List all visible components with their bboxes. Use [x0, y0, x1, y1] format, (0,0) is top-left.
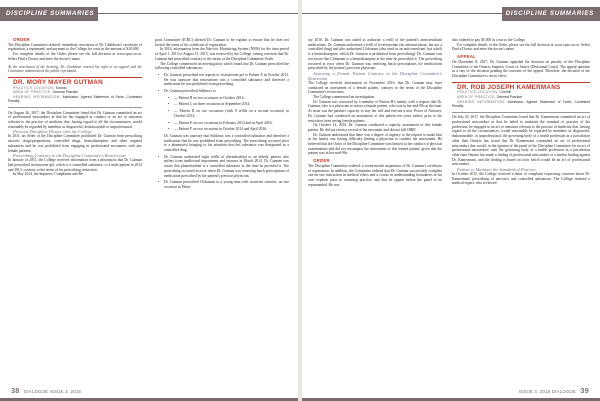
column-paragraph: Dr. Gutman understood that there was a degree of urgency to the request to make him as the family was having difficulty finding a physician to conduct the assessment. He believed that the Order of the Discipline Committee was limited to the conduct of physical examinations and did not encompass the assessment of this female patient, given that the patient was in her mid-90s. [308, 132, 442, 156]
order-paragraph: The Discipline Committee ordered: immediate revocation of Dr. Ghabbour's certificate of registration, a reprimand; and payment to the College for costs in the amount of $10,000. [8, 42, 142, 52]
order-details-paragraph: For complete details of the Order, please see the full decision at www.cpso.on.ca. Select Find a Doctor and enter the doctor's name. [8, 52, 142, 61]
subheading-standard-of-practice: Failure to Maintain the Standard of Practice [457, 167, 536, 173]
meta-divider [452, 112, 590, 113]
order-heading: ORDER [313, 158, 330, 164]
conclusion-note: At the conclusion of the hearing, Dr. Ghabbour waived his right to an appeal and the Committee administered the public reprimand. [8, 64, 142, 74]
list-item: • Dr. Gutman authorized eight refills of phenobarbital to an elderly patient who suffers from intellectual impairment and seizures in March 2014. Dr. Gutman was aware that phenobarbital is a controlled substance at the time he provided it. The prescribing occurred in error when Dr. Gutman was renewing batch prescriptions of medication prescribed by the patient's previous physician. [161, 155, 289, 179]
appeal-paragraph: On December 8, 2017, Dr. Gutman appealed the decision on penalty of the Discipline Committee to the Ontario Superior Court of Justice (Divisional Court). The appeal operates as a stay of the decision pending the outcome of the appeal. Therefore, the decision of the Discipline Committee is not in effect. [452, 59, 590, 78]
section-header-band: DISCIPLINE SUMMARIES [0, 7, 98, 21]
sublist-item: • — Patient D on two occasions (with 8 refills on a second occasion) in October 2014; [171, 109, 289, 118]
hearing-information-line: HEARING INFORMATION: Admission, Agreed Statement of Facts, Contested Penalty [452, 99, 591, 109]
prescribing-paragraph-1: In January of 2015, the College received information from a pharmacist that Dr. Gutman had prescribed testosterone gel, which is a controlled substance, to a male patient in 2012 and 2013, contrary to the terms of his prescribing restriction. [8, 158, 142, 172]
column-paragraph: In October 2015, the College received a letter of complaint expressing concerns about Dr. Kamermans' prescribing of narcotics and controlled substances. The College retained a medical expert, who reviewed [452, 172, 590, 186]
list-item: • Dr. Gutman prescribed Clobazam to a young man with recurrent seizures, on one occasion in Febru- [161, 180, 289, 189]
prescription-list [155, 73, 289, 190]
column-paragraph: ary 2016. Dr. Gutman was asked to authorize a refill of the patient's anticonvulsant medications. Dr. Gutman authorized a refill of levetiracetam (an anticonvulsant, but not a controlled drug) and also authorized Clobazam (also used as an anticonvulsant, but which is a benzodiazepine, which Dr. Gutman is prohibited from prescribing). Dr. Gutman was not aware that Clobazam is a benzodiazepine at the time he prescribed it. The prescribing occurred in error when Dr. Gutman was renewing batch prescriptions for medications prescribed by the patient's previous physician. [308, 38, 442, 71]
sublist-item: • — Patient E on two occasions in February 2014 and in April 2016; [171, 121, 289, 126]
header-rule [302, 13, 502, 14]
meta-divider [8, 107, 142, 108]
area-of-practice-line: AREA OF PRACTICE: General Practice [457, 94, 523, 99]
right-page-column-2 [452, 38, 590, 186]
order-heading: ORDER [13, 37, 30, 42]
section-divider [8, 77, 142, 78]
doctor-name-gutman: DR. MORY MAYER GUTMAN [13, 78, 103, 86]
order-paragraph: The Discipline Committee ordered: a seven-month suspension of Dr. Gutman's certificate of registration. In addition, the Committee ordered that Dr. Gutman successfully complete one-on-one instruction in medical ethics and a course in understanding boundaries at his own expense prior to resuming practice; and that he appear before the panel to be reprimanded. He was [308, 163, 442, 187]
subheading-previous-history: Previous Discipline History with the College [13, 129, 92, 135]
column-paragraph: The College commenced an investigation, which found that Dr. Gutman prescribed the following controlled substances: [155, 61, 289, 71]
appeal-heading: APPEAL [457, 54, 477, 60]
issue-label: ISSUE 3, 2016 DIALOGUE [518, 389, 576, 394]
patient-sublist [164, 96, 289, 132]
issue-label: DIALOGUE ISSUE 3, 2016 [24, 389, 82, 394]
page-number: 38 [11, 386, 20, 395]
column-paragraph: ports Committee (ICRC) advised Dr. Gutman to be vigilant to ensure that he does not breach the terms of his certificate of registration. [155, 38, 289, 47]
list-item-note: Dr. Gutman was unaware that Sublinox was a controlled substance and therefore a medication that he was prohibited from prescribing. The prescribing occurred prior to a pharmacist bringing to his attention that this substance was designated as a controlled drug. [164, 133, 289, 153]
finding-paragraph: On July 25, 2017, the Discipline Committee found that Dr. Kamermans committed an act of professional misconduct in that he failed to maintain the standard of practice of the profession; he engaged in an act or omission relevant to the practice of medicine that, having regard to all the circumstances, would reasonably be regarded by members as disgraceful, dishonourable, or unprofessional; the governing body of a health profession in a jurisdiction other than Ontario has found that Dr. Kamermans committed an act of professional misconduct that would, in the opinion of the panel of the Discipline Committee, be an act of professional misconduct; and, the governing body of a health profession in a jurisdiction other than Ontario has made a finding of professional misconduct or a similar finding against Dr. Kamermans, and the finding is based on facts which would be an act of professional misconduct. [452, 115, 590, 167]
column-paragraph: Dr. Gutman was contacted by a member of Patient H's family, with a request that Dr. Gutman, who is a physician to assess a female patient, who was in her mid-90s at the time. At issue was the patient's capacity to stay her will and execute a new Power of Attorney. Dr. Gutman had conducted an assessment of this patient ten years earlier, prior to his restriction from seeing female patients. [308, 99, 442, 123]
left-page [0, 0, 298, 401]
left-page-column-1 [8, 38, 142, 177]
practice-location-line: PRACTICE LOCATION: Toronto [13, 85, 67, 90]
right-page-column-1 [308, 38, 442, 187]
column-paragraph: The College commenced an investigation. [313, 95, 376, 100]
right-folio [519, 386, 592, 395]
subheading-prescribing: Prescribing Contrary to the Discipline Committee's Restrictions [13, 153, 126, 159]
prescribing-paragraph-2: In May 2014, the Inquiries, Complaints and Re- [13, 172, 84, 177]
page-number: 39 [580, 386, 589, 395]
section-header-band: DISCIPLINE SUMMARIES [502, 7, 600, 21]
finding-paragraph: On August 26, 2017, the Discipline Committee found that Dr. Gutman committed an act of professional misconduct in that he has engaged in conduct or an act or omission relevant to the practice of medicine that, having regard to all the circumstances, would reasonably be regarded by members as disgraceful, dishonourable or unprofessional. [8, 110, 142, 129]
doctor-name-kamermans: DR. ROB JOSEPH KAMERMANS [457, 83, 561, 91]
list-item: • Dr. Gutman prescribed ten repeats of testosterone gel to Patient A in October 2012. He was unaware that testosterone was a controlled substance and therefore a medication he was prohibited from prescribing. [161, 73, 289, 87]
sublist-item: • — Patient B on two occasions in October 2014; [171, 96, 289, 101]
hearing-information-line: HEARING INFORMATION: Admission, Agreed Statement of Facts, Contested Penalty [8, 94, 142, 104]
column-paragraph: The College received information in November 2016, that Dr. Gutman may have conducted an assessment of a female patient, contrary to the terms of the Discipline Committee's restrictions. [308, 80, 442, 95]
right-page [302, 0, 600, 401]
header-rule [98, 13, 298, 14]
practice-location-line: PRACTICE LOCATION: Cornhill [457, 90, 511, 95]
column-paragraph: also ordered to pay $5,500 in costs to the College. [452, 38, 526, 42]
subheading-assessing-female-patient: Assessing a Female Patient Contrary to the Discipline Committee's Restriction [308, 70, 442, 81]
sublist-item: • — Patient F on two occasions in October 2014 and April 2016. [171, 127, 289, 132]
column-paragraph: On October 14, 2016, Dr. Gutman conducted a capacity assessment of this female patient. He did not retain a record of the encounter and did not bill OHIP. [308, 123, 442, 132]
area-of-practice-line: AREA OF PRACTICE: General Practice [13, 90, 79, 95]
list-item: • Dr. Gutman prescribed Sublinox to • — Patient B on two occasions in October 2014; • — Patient C on three occasions in September 2014; • — Patient D on two occasions (with 8 refills on a second occasion) in October 2014; • — Patient E on two occasions in February 2014 and in April 2016; • — Patient F on two occasions in October 2014 and April 2016. Dr. Gutman was unaware that Sublinox was a controlled substance and therefore a medication that he was prohibited from prescribing. The prescribing occurred prior to a pharmacist bringing to his attention that this substance was designated as a controlled drug. [161, 89, 289, 153]
column-paragraph: In 2016, information from the Narcotic Monitoring System (NMS) for the time period of April 1, 2015 to August 15, 2015, was received by the College, raising concerns that Dr. Gutman had prescribed contrary to the terms of the Discipline Committee Order. [155, 47, 289, 61]
order-details-paragraph: For complete details of the Order, please see the full decision at www.cpso.on.ca. Select Find a Doctor and enter the doctor's name. [452, 42, 590, 52]
left-page-column-2 [155, 38, 289, 190]
sublist-item: • — Patient C on three occasions in September 2014; [171, 102, 289, 107]
section-divider [452, 82, 590, 83]
left-folio [8, 386, 81, 395]
previous-history-paragraph: In 2011, an Order of the Discipline Committee prohibited Dr. Gutman from prescribing narcotic drugs/preparations, controlled drugs, benzodiazepines and other targeted substances and he was prohibited from engaging in professional encounters with any female patients. [8, 134, 142, 153]
